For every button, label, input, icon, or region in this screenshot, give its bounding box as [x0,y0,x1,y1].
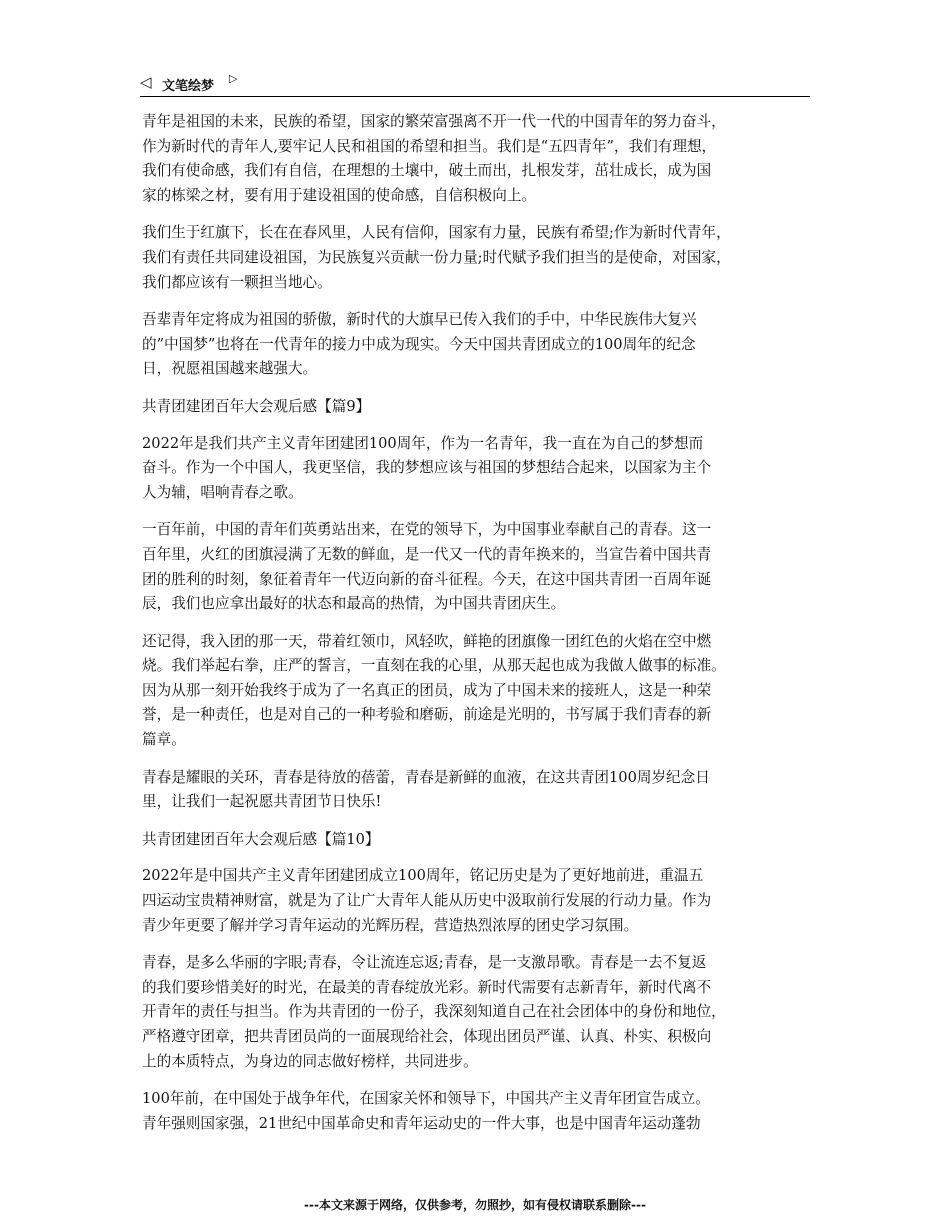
text-line: 的我们要珍惜美好的时光，在最美的青春绽放光彩。新时代需要有志新青年，新时代离不 [142,978,712,996]
paragraph [142,630,818,753]
paragraph [142,221,818,295]
text-line: 严格遵守团章，把共青团员尚的一面展现给社会，体现出团员严谨、认真、朴实、积极向 [142,1028,712,1045]
text-line: 一百年前，中国的青年们英勇站出来，在党的领导下，为中国事业奉献自己的青春。这一 [142,521,712,539]
document-header [140,72,810,96]
section-heading [142,828,818,853]
footer-disclaimer: ---本文来源于网络，仅供参考，勿照抄，如有侵权请联系删除--- [304,1198,646,1212]
section-heading [142,395,818,420]
text-line: 青年强则国家强，21世纪中国革命史和青年运动史的一件大事，也是中国青年运动蓬勃 [142,1114,701,1132]
text-line: 还记得，我入团的那一天，带着红领巾，风轻吹，鲜艳的团旗像一团红色的火焰在空中燃 [142,632,712,650]
paragraph [142,308,818,382]
text-line: 吾辈青年定将成为祖国的骄傲，新时代的大旗早已传入我们的手中，中华民族伟大复兴 [142,311,697,329]
text-line: 我们生于红旗下，长在在春风里，人民有信仰，国家有力量，民族有希望;作为新时代青年， [142,224,731,242]
text-line: 2022年是中国共产主义青年团建团成立100周年，铭记历史是为了更好地前进，重温五 [142,867,704,885]
text-line: 因为从那一刻开始我终于成为了一名真正的团员，成为了中国未来的接班人，这是一种荣 [142,681,712,699]
text-line: 我们有使命感，我们有自信，在理想的土壤中，破土而出，扎根发芽，茁壮成长，成为国 [142,162,712,180]
text-line: 烧。我们举起右拳，庄严的誓言，一直刻在我的心里，从那天起也成为我做人做事的标准。 [142,657,726,675]
text-line: 百年里，火红的团旗浸满了无数的鲜血，是一代又一代的青年换来的，当宣告着中国共青 [142,545,712,563]
text-line: 共青团建团百年大会观后感【篇10】 [142,830,380,848]
paragraph [142,951,818,1074]
text-line: 青春是耀眼的关环，青春是待放的蓓蕾，青春是新鲜的血液，在这共青团100周岁纪念日 [142,768,710,786]
right-triangle-icon: ▷ [229,72,238,85]
text-line: 人为辅，唱响青春之歌。 [142,483,303,501]
header-divider [140,96,810,97]
text-line: 篇章。 [142,731,186,749]
text-line: 开青年的责任与担当。作为共青团的一份子，我深刻知道自己在社会团体中的身份和地位， [142,1003,726,1021]
text-line: 我们有责任共同建设祖国，为民族复兴贡献一份力量;时代赋予我们担当的是使命，对国家， [142,248,731,266]
text-line: 团的胜利的时刻，象征着青年一代迈向新的奋斗征程。今天，在这中国共青团一百周年诞 [142,570,712,588]
text-line: 日，祝愿祖国越来越强大。 [142,360,318,378]
text-line: 誉，是一种责任，也是对自己的一种考验和磨砺，前途是光明的，书写属于我们青春的新 [142,706,712,724]
text-line: 青年是祖国的未来，民族的希望，国家的繁荣富强离不开一代一代的中国青年的努力奋斗， [142,113,726,130]
text-line: 里，让我们一起祝愿共青团节日快乐! [142,793,382,811]
text-line: 的”中国梦”也将在一代青年的接力中成为现实。今天中国共青团成立的100周年的纪念 [142,335,696,353]
text-line: 家的栋梁之材，要有用于建设祖国的使命感，自信积极向上。 [142,186,537,204]
text-line: 青少年更要了解并学习青年运动的光辉历程，营造热烈浓厚的团史学习氛围。 [142,916,639,934]
text-line: 奋斗。作为一个中国人，我更坚信，我的梦想应该与祖国的梦想结合起来，以国家为主个 [142,459,712,477]
document-body [142,110,818,1149]
text-line: 四运动宝贵精神财富，就是为了让广大青年人能从历史中汲取前行发展的行动力量。作为 [142,892,712,910]
text-line: 我们都应该有一颗担当地心。 [142,273,332,291]
brand-title: 文笔绘梦 [162,79,215,94]
paragraph [142,432,818,506]
paragraph [142,766,818,815]
text-line: 2022年是我们共产主义青年团建团100周年，作为一名青年，我一直在为自己的梦想而 [142,434,704,452]
paragraph [142,518,818,616]
text-line: 辰，我们也应拿出最好的状态和最高的热情，为中国共青团庆生。 [142,595,566,613]
text-line: 共青团建团百年大会观后感【篇9】 [142,397,371,415]
text-line: 青春，是多么华丽的字眼;青春，令让流连忘返;青春，是一支激昂歌。青春是一去不复返 [142,954,707,972]
paragraph [142,864,818,938]
left-triangle-icon: ◁ [140,73,152,91]
paragraph [142,110,818,208]
paragraph [142,1087,818,1136]
text-line: 100年前，在中国处于战争年代，在国家关怀和领导下，中国共产主义青年团宣告成立。 [142,1090,710,1108]
text-line: 上的本质特点，为身边的同志做好榜样，共同进步。 [142,1052,478,1070]
text-line: 作为新时代的青年人,要牢记人民和祖国的希望和担当。我们是“五四青年”，我们有理想， [142,137,717,155]
